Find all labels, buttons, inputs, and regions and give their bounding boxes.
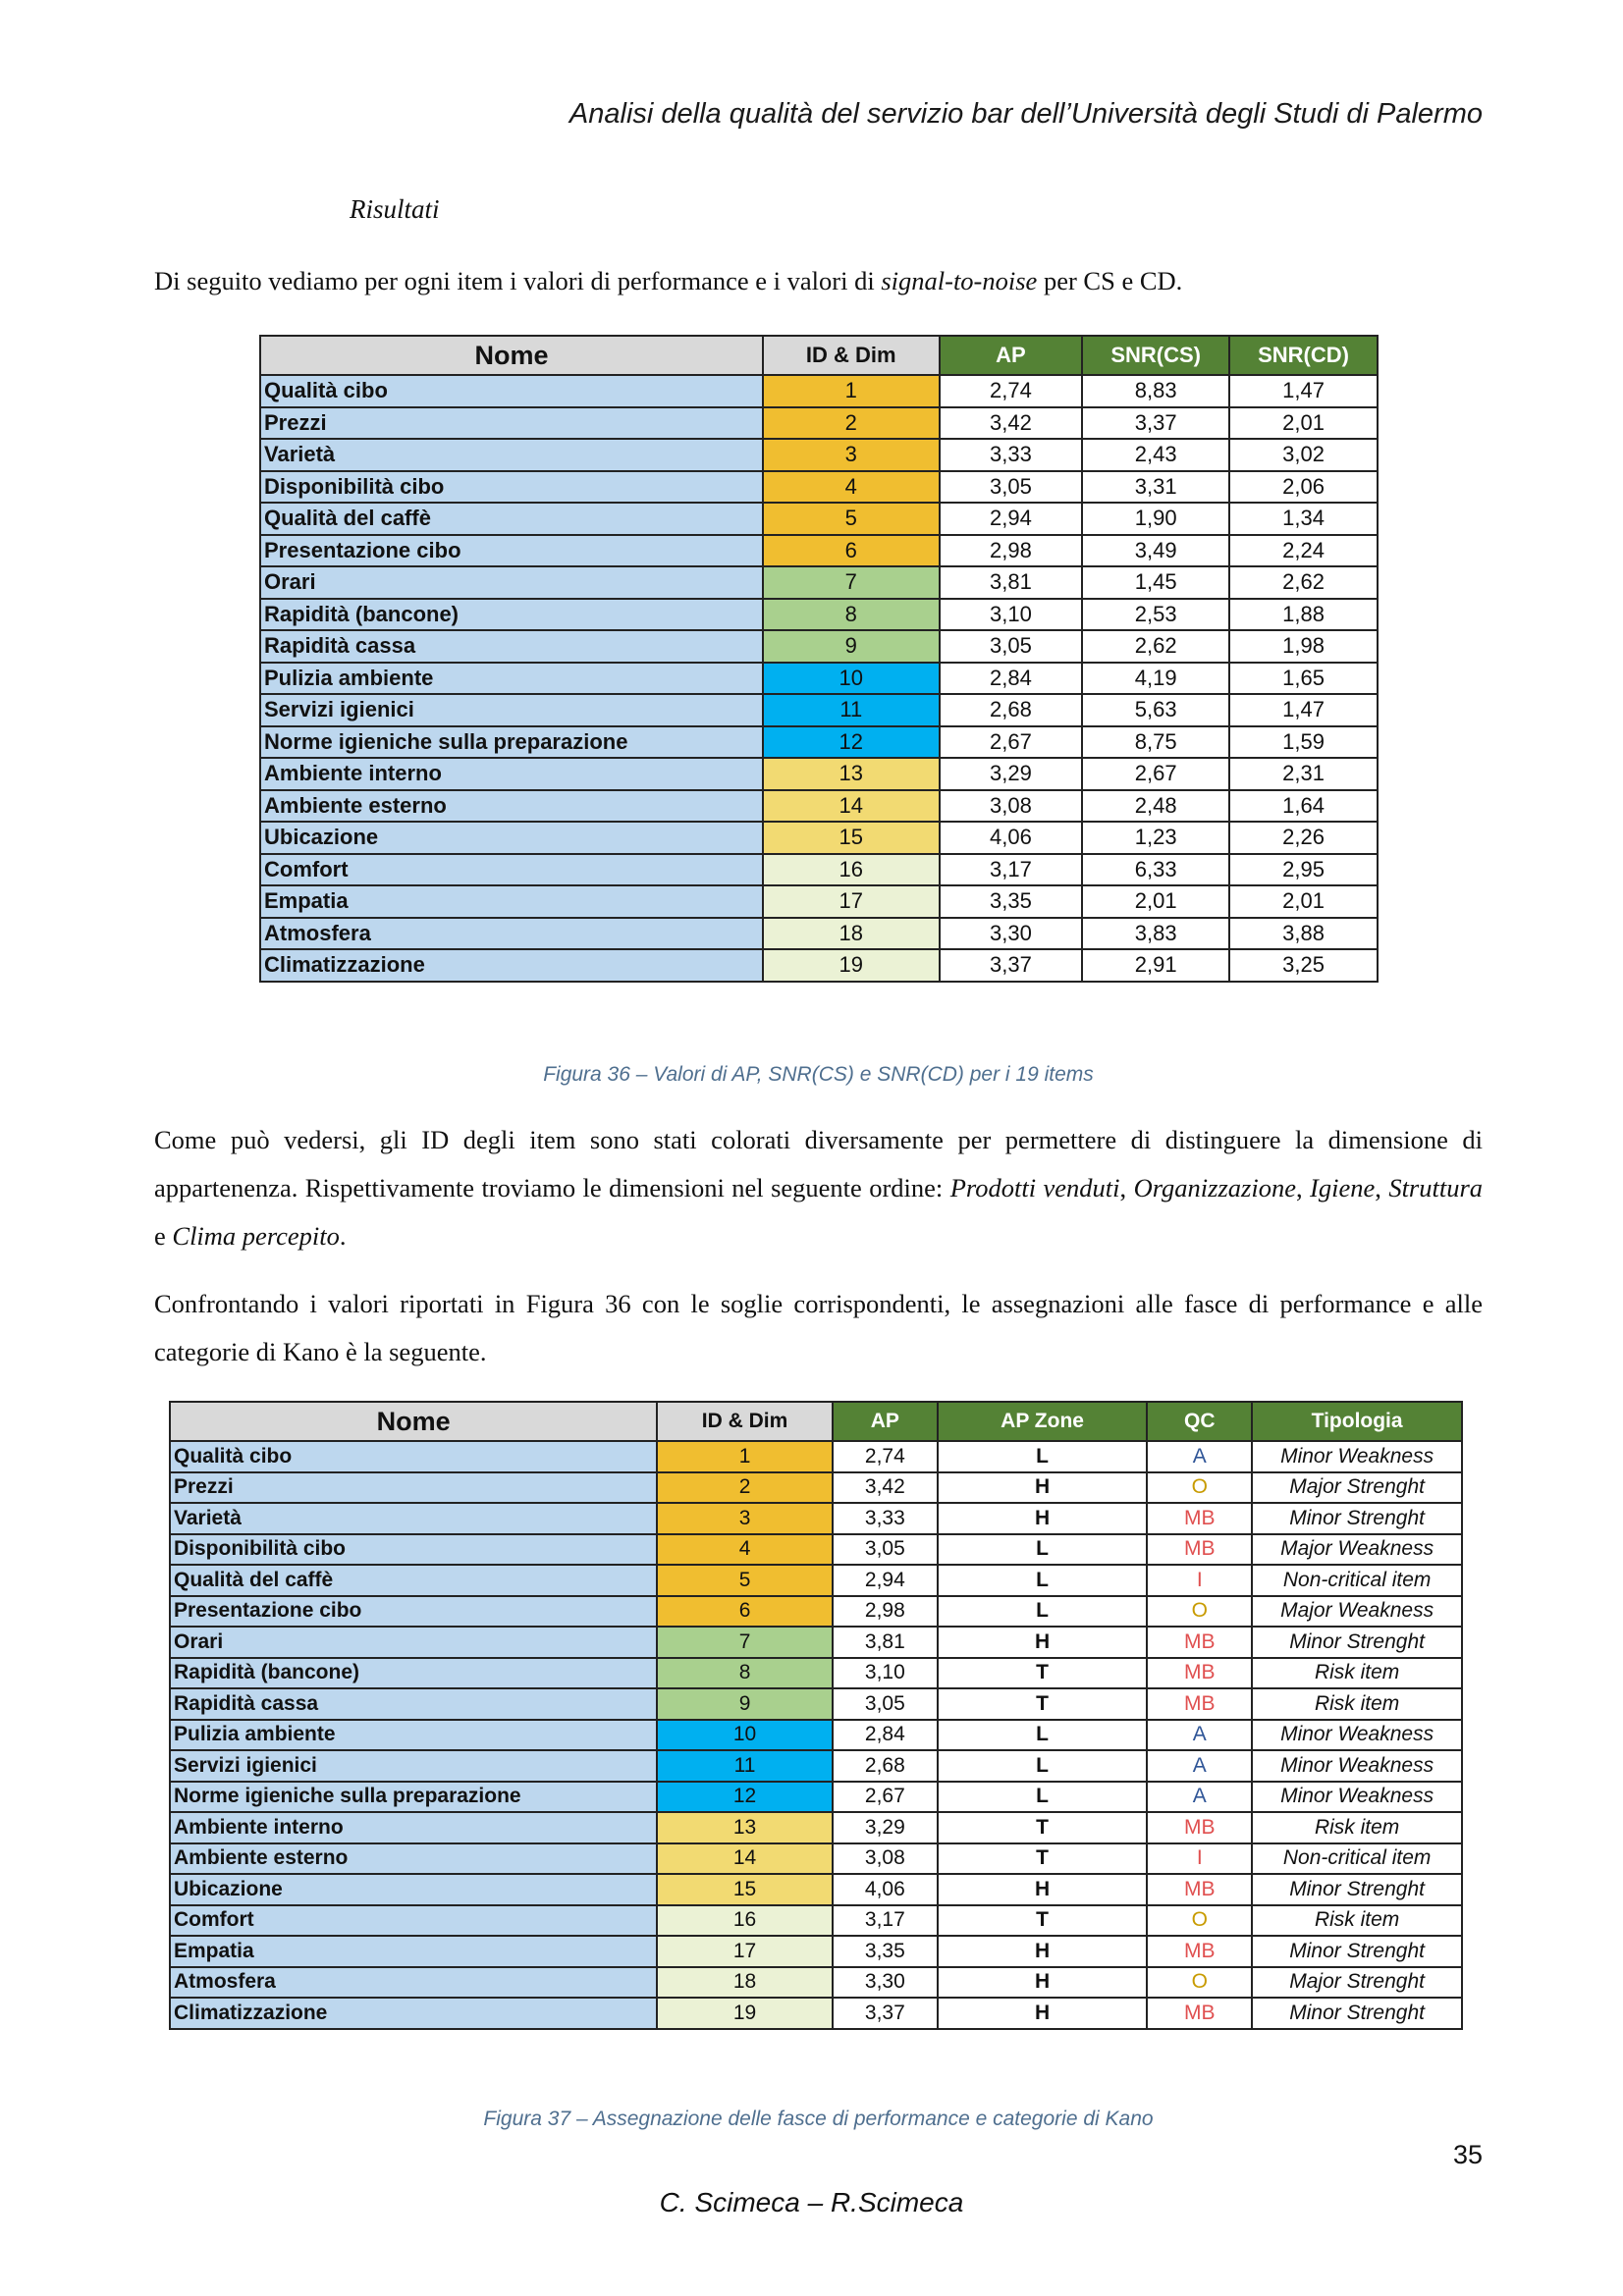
item-name-cell: Varietà [170, 1503, 657, 1534]
snr-cd-cell: 2,62 [1229, 566, 1378, 599]
ap-value-cell: 2,68 [940, 694, 1083, 726]
table-row [260, 854, 1378, 886]
table-row [260, 663, 1378, 695]
ap-value-cell: 3,42 [940, 407, 1083, 440]
ap-value-cell: 3,05 [833, 1688, 938, 1720]
item-name-cell: Climatizzazione [260, 949, 763, 982]
table-header-row [170, 1402, 1462, 1441]
item-id-cell: 1 [763, 375, 940, 407]
snr-cd-cell: 2,01 [1229, 885, 1378, 918]
snr-cs-cell: 2,43 [1082, 439, 1229, 471]
tipologia-cell: Minor Strenght [1252, 1998, 1462, 2029]
item-name-cell: Empatia [260, 885, 763, 918]
table-performance-snr [259, 335, 1379, 983]
kano-category-cell: MB [1147, 1874, 1252, 1905]
ap-value-cell: 3,10 [940, 599, 1083, 631]
snr-cd-cell: 1,98 [1229, 630, 1378, 663]
table-row [170, 1565, 1462, 1596]
snr-cd-cell: 3,88 [1229, 918, 1378, 950]
tipologia-cell: Major Weakness [1252, 1596, 1462, 1628]
item-id-cell: 10 [657, 1720, 833, 1751]
kano-category-cell: MB [1147, 1936, 1252, 1967]
item-name-cell: Ambiente interno [170, 1812, 657, 1843]
snr-cd-cell: 1,59 [1229, 726, 1378, 759]
ap-zone-cell: L [938, 1596, 1148, 1628]
item-id-cell: 17 [763, 885, 940, 918]
ap-zone-cell: L [938, 1565, 1148, 1596]
table-row [170, 1627, 1462, 1658]
item-name-cell: Atmosfera [260, 918, 763, 950]
snr-cs-cell: 1,90 [1082, 503, 1229, 535]
table-row [260, 918, 1378, 950]
ap-value-cell: 3,30 [940, 918, 1083, 950]
snr-cs-cell: 1,23 [1082, 822, 1229, 854]
ap-zone-cell: H [938, 1503, 1148, 1534]
snr-cd-cell: 2,31 [1229, 758, 1378, 790]
table-row [260, 407, 1378, 440]
ap-value-cell: 3,05 [940, 630, 1083, 663]
item-id-cell: 18 [763, 918, 940, 950]
item-name-cell: Ambiente interno [260, 758, 763, 790]
tipologia-cell: Risk item [1252, 1812, 1462, 1843]
item-name-cell: Qualità del caffè [170, 1565, 657, 1596]
table-row [170, 1812, 1462, 1843]
item-id-cell: 15 [657, 1874, 833, 1905]
page-number: 35 [1452, 2140, 1483, 2169]
ap-value-cell: 3,35 [833, 1936, 938, 1967]
kano-category-cell: MB [1147, 1627, 1252, 1658]
ap-value-cell: 3,29 [833, 1812, 938, 1843]
ap-value-cell: 2,94 [833, 1565, 938, 1596]
snr-cs-cell: 2,48 [1082, 790, 1229, 823]
ap-value-cell: 3,08 [940, 790, 1083, 823]
item-name-cell: Ambiente esterno [170, 1843, 657, 1875]
table-row [170, 1720, 1462, 1751]
tipologia-cell: Minor Weakness [1252, 1720, 1462, 1751]
running-header: Analisi della qualità del servizio bar dell’Università degli Studi di Palermo [568, 98, 1483, 130]
item-id-cell: 4 [763, 471, 940, 504]
column-header-qc: QC [1147, 1402, 1252, 1441]
table-row [170, 1936, 1462, 1967]
snr-cd-cell: 3,25 [1229, 949, 1378, 982]
item-id-cell: 7 [763, 566, 940, 599]
item-name-cell: Empatia [170, 1936, 657, 1967]
ap-value-cell: 3,33 [833, 1503, 938, 1534]
table-row [260, 503, 1378, 535]
kano-category-cell: MB [1147, 1658, 1252, 1689]
item-id-cell: 7 [657, 1627, 833, 1658]
ap-value-cell: 3,17 [833, 1905, 938, 1937]
item-name-cell: Pulizia ambiente [260, 663, 763, 695]
item-id-cell: 13 [657, 1812, 833, 1843]
item-name-cell: Ubicazione [260, 822, 763, 854]
item-id-cell: 4 [657, 1534, 833, 1566]
ap-value-cell: 2,98 [833, 1596, 938, 1628]
item-name-cell: Servizi igienici [260, 694, 763, 726]
column-header-id-dim: ID & Dim [657, 1402, 833, 1441]
table-row [260, 694, 1378, 726]
ap-value-cell: 2,68 [833, 1750, 938, 1782]
item-id-cell: 10 [763, 663, 940, 695]
column-header-ap: AP [833, 1402, 938, 1441]
table-kano-assignment [169, 1401, 1463, 2030]
snr-cs-cell: 2,01 [1082, 885, 1229, 918]
item-id-cell: 11 [657, 1750, 833, 1782]
ap-value-cell: 3,17 [940, 854, 1083, 886]
ap-zone-cell: L [938, 1750, 1148, 1782]
table-row [260, 949, 1378, 982]
kano-category-cell: MB [1147, 1503, 1252, 1534]
snr-cs-cell: 8,75 [1082, 726, 1229, 759]
tipologia-cell: Risk item [1252, 1905, 1462, 1937]
table-row [260, 822, 1378, 854]
item-id-cell: 3 [763, 439, 940, 471]
tipologia-cell: Risk item [1252, 1658, 1462, 1689]
snr-cd-cell: 2,24 [1229, 535, 1378, 567]
item-id-cell: 2 [763, 407, 940, 440]
snr-cd-cell: 1,64 [1229, 790, 1378, 823]
ap-zone-cell: L [938, 1720, 1148, 1751]
ap-zone-cell: H [938, 1472, 1148, 1504]
tipologia-cell: Major Strenght [1252, 1472, 1462, 1504]
table-row [170, 1441, 1462, 1472]
snr-cs-cell: 4,19 [1082, 663, 1229, 695]
ap-value-cell: 3,37 [833, 1998, 938, 2029]
table-row [170, 1596, 1462, 1628]
snr-cs-cell: 2,62 [1082, 630, 1229, 663]
kano-category-cell: A [1147, 1441, 1252, 1472]
kano-category-cell: I [1147, 1843, 1252, 1875]
snr-cd-cell: 1,65 [1229, 663, 1378, 695]
table-row [260, 885, 1378, 918]
item-name-cell: Servizi igienici [170, 1750, 657, 1782]
item-name-cell: Orari [260, 566, 763, 599]
snr-cd-cell: 2,01 [1229, 407, 1378, 440]
item-id-cell: 3 [657, 1503, 833, 1534]
ap-value-cell: 2,98 [940, 535, 1083, 567]
ap-zone-cell: H [938, 1998, 1148, 2029]
table-row [170, 1998, 1462, 2029]
ap-value-cell: 3,37 [940, 949, 1083, 982]
ap-zone-cell: T [938, 1658, 1148, 1689]
table-row [170, 1503, 1462, 1534]
ap-zone-cell: H [938, 1627, 1148, 1658]
snr-cs-cell: 3,37 [1082, 407, 1229, 440]
ap-value-cell: 3,42 [833, 1472, 938, 1504]
table-row [170, 1782, 1462, 1813]
intro-paragraph: Di seguito vediamo per ogni item i valori di performance e i valori di signal-to-noise per CS e CD. [154, 266, 1183, 295]
item-id-cell: 5 [657, 1565, 833, 1596]
item-id-cell: 14 [763, 790, 940, 823]
item-name-cell: Rapidità (bancone) [260, 599, 763, 631]
ap-zone-cell: T [938, 1812, 1148, 1843]
item-id-cell: 2 [657, 1472, 833, 1504]
snr-cs-cell: 6,33 [1082, 854, 1229, 886]
column-header-snr-cs: SNR(CS) [1082, 336, 1229, 375]
item-id-cell: 12 [763, 726, 940, 759]
column-header-ap-zone: AP Zone [938, 1402, 1148, 1441]
table-row [260, 599, 1378, 631]
kano-category-cell: I [1147, 1565, 1252, 1596]
ap-value-cell: 3,29 [940, 758, 1083, 790]
snr-cs-cell: 2,53 [1082, 599, 1229, 631]
item-id-cell: 9 [657, 1688, 833, 1720]
table-row [170, 1472, 1462, 1504]
tipologia-cell: Minor Strenght [1252, 1503, 1462, 1534]
kano-category-cell: O [1147, 1905, 1252, 1937]
ap-zone-cell: H [938, 1936, 1148, 1967]
item-id-cell: 1 [657, 1441, 833, 1472]
figure-37-caption: Figura 37 – Assegnazione delle fasce di performance e categorie di Kano [483, 2108, 1154, 2130]
ap-value-cell: 2,67 [833, 1782, 938, 1813]
item-id-cell: 13 [763, 758, 940, 790]
ap-value-cell: 3,33 [940, 439, 1083, 471]
item-name-cell: Ambiente esterno [260, 790, 763, 823]
ap-value-cell: 2,67 [940, 726, 1083, 759]
tipologia-cell: Risk item [1252, 1688, 1462, 1720]
kano-category-cell: MB [1147, 1998, 1252, 2029]
tipologia-cell: Non-critical item [1252, 1843, 1462, 1875]
item-id-cell: 16 [763, 854, 940, 886]
item-name-cell: Disponibilità cibo [260, 471, 763, 504]
section-title: Risultati [350, 194, 440, 224]
item-name-cell: Qualità cibo [170, 1441, 657, 1472]
item-name-cell: Rapidità cassa [260, 630, 763, 663]
item-id-cell: 8 [763, 599, 940, 631]
item-id-cell: 12 [657, 1782, 833, 1813]
item-name-cell: Climatizzazione [170, 1998, 657, 2029]
tipologia-cell: Minor Strenght [1252, 1627, 1462, 1658]
ap-value-cell: 2,84 [833, 1720, 938, 1751]
snr-cs-cell: 8,83 [1082, 375, 1229, 407]
ap-value-cell: 3,81 [833, 1627, 938, 1658]
table-row [170, 1658, 1462, 1689]
table-row [170, 1967, 1462, 1999]
ap-value-cell: 2,94 [940, 503, 1083, 535]
snr-cs-cell: 3,31 [1082, 471, 1229, 504]
item-name-cell: Prezzi [260, 407, 763, 440]
item-name-cell: Qualità cibo [260, 375, 763, 407]
tipologia-cell: Major Strenght [1252, 1967, 1462, 1999]
table-row [260, 535, 1378, 567]
item-name-cell: Rapidità (bancone) [170, 1658, 657, 1689]
kano-category-cell: A [1147, 1750, 1252, 1782]
table-row [260, 630, 1378, 663]
kano-category-cell: MB [1147, 1534, 1252, 1566]
item-id-cell: 8 [657, 1658, 833, 1689]
snr-cd-cell: 1,47 [1229, 694, 1378, 726]
tipologia-cell: Minor Weakness [1252, 1750, 1462, 1782]
snr-cs-cell: 5,63 [1082, 694, 1229, 726]
ap-value-cell: 4,06 [833, 1874, 938, 1905]
item-name-cell: Orari [170, 1627, 657, 1658]
kano-category-cell: MB [1147, 1812, 1252, 1843]
item-name-cell: Rapidità cassa [170, 1688, 657, 1720]
column-header-snr-cd: SNR(CD) [1229, 336, 1378, 375]
item-name-cell: Norme igieniche sulla preparazione [170, 1782, 657, 1813]
ap-value-cell: 3,05 [833, 1534, 938, 1566]
item-name-cell: Comfort [170, 1905, 657, 1937]
table-row [170, 1750, 1462, 1782]
column-header-id-dim: ID & Dim [763, 336, 940, 375]
dimension-paragraph: Come può vedersi, gli ID degli item sono stati colorati diversamente per permettere di distinguere la dimensione di appartenenza. Rispettivamente troviamo le dimensioni nel seguente ordine: Prodotti venduti, Organizzazione, Igiene, Struttura e Clima percepito. [154, 1125, 1484, 1251]
ap-zone-cell: L [938, 1782, 1148, 1813]
table-row [260, 726, 1378, 759]
ap-zone-cell: T [938, 1843, 1148, 1875]
table-row [170, 1905, 1462, 1937]
item-id-cell: 18 [657, 1967, 833, 1999]
item-id-cell: 6 [657, 1596, 833, 1628]
column-header-nome: Nome [260, 336, 763, 375]
kano-category-cell: A [1147, 1782, 1252, 1813]
kano-category-cell: O [1147, 1596, 1252, 1628]
snr-cd-cell: 2,06 [1229, 471, 1378, 504]
table-row [260, 439, 1378, 471]
item-name-cell: Presentazione cibo [260, 535, 763, 567]
table-header-row [260, 336, 1378, 375]
ap-zone-cell: L [938, 1441, 1148, 1472]
assignment-paragraph: Confrontando i valori riportati in Figura 36 con le soglie corrispondenti, le assegnazioni alle fasce di performance e alle categorie di Kano è la seguente. [154, 1289, 1483, 1366]
ap-zone-cell: T [938, 1905, 1148, 1937]
item-name-cell: Qualità del caffè [260, 503, 763, 535]
snr-cs-cell: 3,49 [1082, 535, 1229, 567]
column-header-tipologia: Tipologia [1252, 1402, 1462, 1441]
ap-zone-cell: H [938, 1874, 1148, 1905]
ap-zone-cell: L [938, 1534, 1148, 1566]
table-row [260, 471, 1378, 504]
snr-cd-cell: 1,47 [1229, 375, 1378, 407]
ap-value-cell: 3,35 [940, 885, 1083, 918]
ap-value-cell: 2,74 [940, 375, 1083, 407]
snr-cd-cell: 2,95 [1229, 854, 1378, 886]
item-id-cell: 5 [763, 503, 940, 535]
ap-value-cell: 3,10 [833, 1658, 938, 1689]
page-footer: C. Scimeca – R.Scimeca [659, 2187, 964, 2217]
tipologia-cell: Minor Strenght [1252, 1874, 1462, 1905]
item-id-cell: 6 [763, 535, 940, 567]
item-id-cell: 9 [763, 630, 940, 663]
item-id-cell: 17 [657, 1936, 833, 1967]
tipologia-cell: Minor Weakness [1252, 1782, 1462, 1813]
snr-cs-cell: 2,67 [1082, 758, 1229, 790]
ap-value-cell: 3,81 [940, 566, 1083, 599]
item-name-cell: Comfort [260, 854, 763, 886]
ap-value-cell: 3,08 [833, 1843, 938, 1875]
column-header-nome: Nome [170, 1402, 657, 1441]
item-id-cell: 19 [657, 1998, 833, 2029]
tipologia-cell: Major Weakness [1252, 1534, 1462, 1566]
ap-value-cell: 4,06 [940, 822, 1083, 854]
table-row [170, 1534, 1462, 1566]
snr-cs-cell: 1,45 [1082, 566, 1229, 599]
ap-value-cell: 2,74 [833, 1441, 938, 1472]
item-name-cell: Varietà [260, 439, 763, 471]
table-row [260, 375, 1378, 407]
item-id-cell: 19 [763, 949, 940, 982]
tipologia-cell: Minor Weakness [1252, 1441, 1462, 1472]
snr-cs-cell: 3,83 [1082, 918, 1229, 950]
figure-36-caption: Figura 36 – Valori di AP, SNR(CS) e SNR(CD) per i 19 items [543, 1063, 1094, 1086]
kano-category-cell: O [1147, 1967, 1252, 1999]
kano-category-cell: A [1147, 1720, 1252, 1751]
table-row [260, 758, 1378, 790]
snr-cd-cell: 3,02 [1229, 439, 1378, 471]
item-id-cell: 14 [657, 1843, 833, 1875]
item-name-cell: Disponibilità cibo [170, 1534, 657, 1566]
tipologia-cell: Minor Strenght [1252, 1936, 1462, 1967]
item-name-cell: Ubicazione [170, 1874, 657, 1905]
table-row [170, 1874, 1462, 1905]
item-name-cell: Pulizia ambiente [170, 1720, 657, 1751]
snr-cd-cell: 1,88 [1229, 599, 1378, 631]
ap-value-cell: 2,84 [940, 663, 1083, 695]
item-name-cell: Prezzi [170, 1472, 657, 1504]
ap-zone-cell: T [938, 1688, 1148, 1720]
item-name-cell: Presentazione cibo [170, 1596, 657, 1628]
item-id-cell: 16 [657, 1905, 833, 1937]
ap-value-cell: 3,05 [940, 471, 1083, 504]
kano-category-cell: MB [1147, 1688, 1252, 1720]
ap-value-cell: 3,30 [833, 1967, 938, 1999]
column-header-ap: AP [940, 336, 1083, 375]
item-id-cell: 15 [763, 822, 940, 854]
table-row [260, 566, 1378, 599]
snr-cs-cell: 2,91 [1082, 949, 1229, 982]
item-name-cell: Atmosfera [170, 1967, 657, 1999]
table-row [170, 1688, 1462, 1720]
tipologia-cell: Non-critical item [1252, 1565, 1462, 1596]
item-name-cell: Norme igieniche sulla preparazione [260, 726, 763, 759]
table-row [260, 790, 1378, 823]
kano-category-cell: O [1147, 1472, 1252, 1504]
snr-cd-cell: 2,26 [1229, 822, 1378, 854]
table-row [170, 1843, 1462, 1875]
snr-cd-cell: 1,34 [1229, 503, 1378, 535]
item-id-cell: 11 [763, 694, 940, 726]
ap-zone-cell: H [938, 1967, 1148, 1999]
